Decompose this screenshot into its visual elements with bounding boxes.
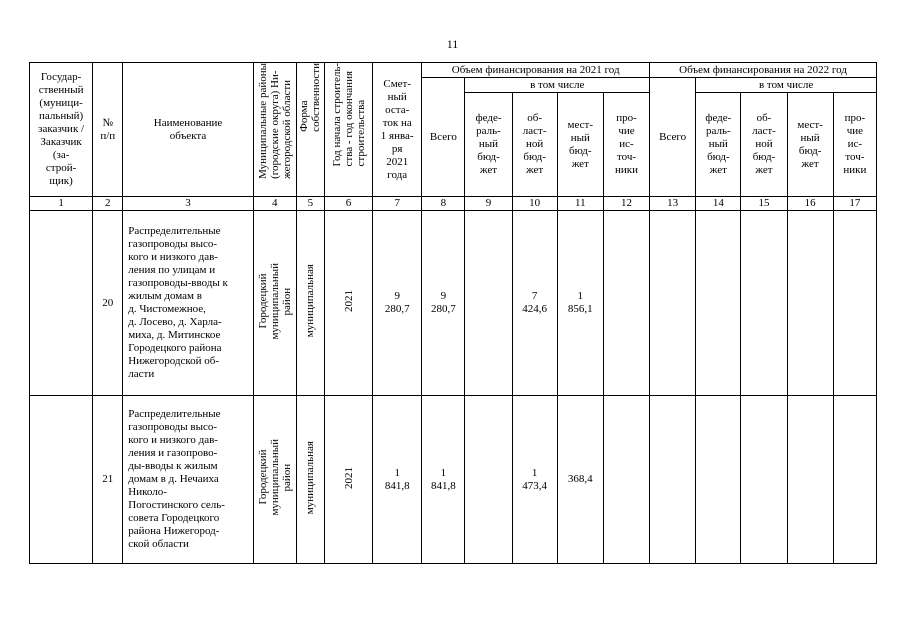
cell-customer (30, 396, 93, 564)
column-number: 8 (422, 197, 465, 211)
column-number: 10 (512, 197, 557, 211)
header-federal-2021: феде- раль- ный бюд- жет (465, 93, 512, 197)
column-number: 13 (650, 197, 696, 211)
header-object-name: Наименование объекта (123, 63, 253, 197)
cell-ownership: муниципальная (296, 211, 324, 396)
cell-total-2021: 1 841,8 (422, 396, 465, 564)
column-number: 14 (696, 197, 741, 211)
cell-local-2022 (787, 211, 833, 396)
header-including-2021: в том числе (465, 78, 650, 93)
column-number: 5 (296, 197, 324, 211)
column-number: 11 (557, 197, 603, 211)
header-estimate: Смет- ный оста- ток на 1 янва- ря 2021 года (373, 63, 422, 197)
table-row (30, 396, 877, 564)
column-number: 17 (833, 197, 876, 211)
cell-estimate: 9 280,7 (373, 211, 422, 396)
header-years: Год начала строитель- ства - год окончания строительства (324, 63, 372, 197)
column-number-row (30, 197, 877, 211)
column-number: 2 (93, 197, 123, 211)
cell-ownership: муниципальная (296, 396, 324, 564)
cell-local-2021: 368,4 (557, 396, 603, 564)
cell-total-2022 (650, 396, 696, 564)
header-regional-2022: об- ласт- ной бюд- жет (741, 93, 787, 197)
cell-district: Городецкий муниципальный район (253, 211, 296, 396)
cell-object-name: Распределительные газопроводы высо- кого и низкого дав- ления по улицам и газопроводы-вводы к жилым домам в д. Чистомежное, д. Лосево, д. Харла- миха, д. Митинское Городецкого района Нижегородской об- ласти (123, 211, 253, 396)
column-number: 16 (787, 197, 833, 211)
header-ownership: Форма собственности (296, 63, 324, 197)
cell-years: 2021 (324, 211, 372, 396)
cell-customer (30, 211, 93, 396)
cell-other-2022 (833, 211, 876, 396)
cell-federal-2021 (465, 211, 512, 396)
header-local-2022: мест- ный бюд- жет (787, 93, 833, 197)
cell-local-2022 (787, 396, 833, 564)
column-number: 4 (253, 197, 296, 211)
page-number: 11 (446, 37, 459, 51)
cell-regional-2021: 7 424,6 (512, 211, 557, 396)
table-row (30, 211, 877, 396)
cell-total-2021: 9 280,7 (422, 211, 465, 396)
cell-total-2022 (650, 211, 696, 396)
cell-number: 20 (93, 211, 123, 396)
column-number: 15 (741, 197, 787, 211)
column-number: 12 (603, 197, 649, 211)
header-total-2021: Всего (422, 78, 465, 197)
cell-federal-2022 (696, 396, 741, 564)
cell-federal-2022 (696, 211, 741, 396)
cell-local-2021: 1 856,1 (557, 211, 603, 396)
header-customer: Государ- ственный (муници- пальный) заказчик / Заказчик (за- строй- щик) (30, 63, 93, 197)
column-number: 6 (324, 197, 372, 211)
cell-district: Городецкий муниципальный район (253, 396, 296, 564)
cell-years: 2021 (324, 396, 372, 564)
header-regional-2021: об- ласт- ной бюд- жет (512, 93, 557, 197)
header-federal-2022: феде- раль- ный бюд- жет (696, 93, 741, 197)
financing-table (29, 62, 877, 564)
cell-other-2021 (603, 396, 649, 564)
cell-federal-2021 (465, 396, 512, 564)
cell-other-2022 (833, 396, 876, 564)
header-total-2022: Всего (650, 78, 696, 197)
cell-regional-2021: 1 473,4 (512, 396, 557, 564)
header-row-1 (30, 63, 877, 78)
cell-regional-2022 (741, 211, 787, 396)
cell-regional-2022 (741, 396, 787, 564)
cell-number: 21 (93, 396, 123, 564)
header-financing-2021: Объем финансирования на 2021 год (422, 63, 650, 78)
cell-estimate: 1 841,8 (373, 396, 422, 564)
cell-object-name: Распределительные газопроводы высо- кого и низкого дав- ления и газопрово- ды-вводы к жилым домам в д. Нечаиха Николо- Погостинского сель- совета Городецкого района Нижегород- ской области (123, 396, 253, 564)
header-district: Муниципальные районы (городские округа) Ни- жегородской области (253, 63, 296, 197)
column-number: 9 (465, 197, 512, 211)
column-number: 1 (30, 197, 93, 211)
cell-other-2021 (603, 211, 649, 396)
column-number: 3 (123, 197, 253, 211)
column-number: 7 (373, 197, 422, 211)
header-local-2021: мест- ный бюд- жет (557, 93, 603, 197)
header-number: № п/п (93, 63, 123, 197)
header-including-2022: в том числе (696, 78, 877, 93)
header-other-2022: про- чие ис- точ- ники (833, 93, 876, 197)
header-financing-2022: Объем финансирования на 2022 год (650, 63, 877, 78)
header-other-2021: про- чие ис- точ- ники (603, 93, 649, 197)
